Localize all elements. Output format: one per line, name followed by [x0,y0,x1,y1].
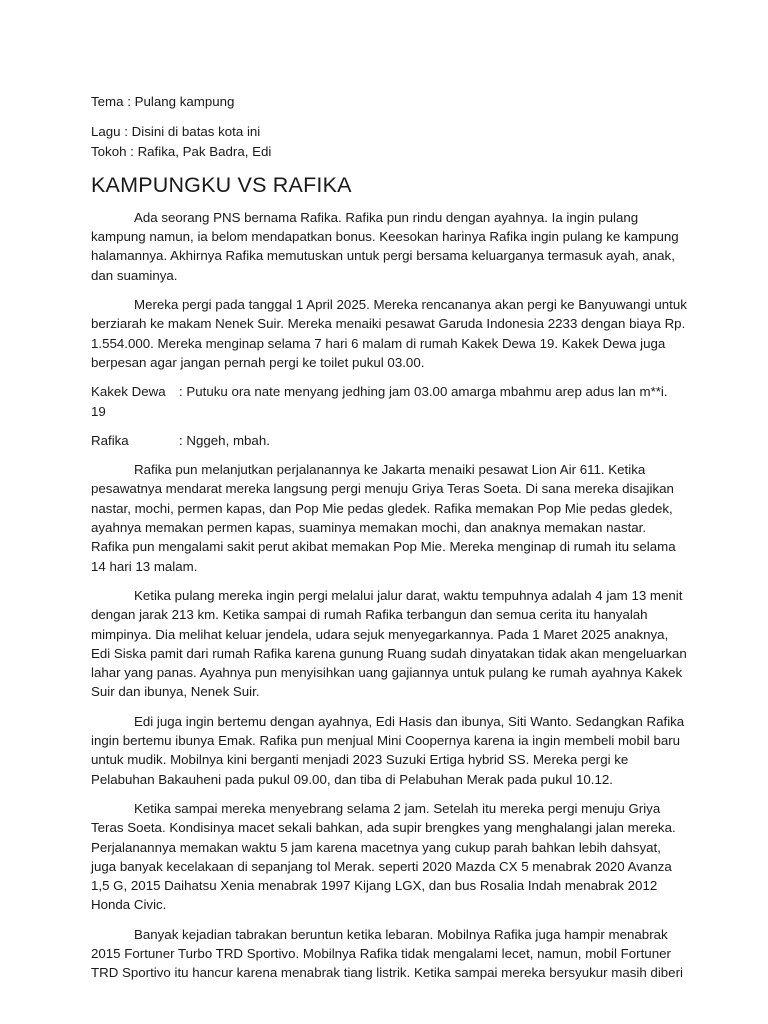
dialog-line [91,431,687,450]
paragraph: Ada seorang PNS bernama Rafika. Rafika pun rindu dengan ayahnya. Ia ingin pulang kampung namun, ia belom mendapatkan bonus. Keesokan harinya Rafika ingin pulang ke kampung halamannya. Akhirnya Rafika memutuskan untuk pergi bersama keluarganya termasuk ayah, anak, dan suaminya. [91,209,679,283]
dialog-speaker: Rafika [91,432,129,448]
theme-line: Tema : Pulang kampung [91,94,235,109]
paragraph: Banyak kejadian tabrakan beruntun ketika lebaran. Mobilnya Rafika juga hampir menabrak 2015 Fortuner Turbo TRD Sportivo. Mobilnya Rafika tidak mengalami lecet, namun, mobil Fortuner TRD Sportivo itu hancur karena menabrak tiang listrik. Ketika sampai mereka bersyukur masih diberi [91,926,683,981]
song-line: Lagu : Disini di batas kota ini [91,124,261,140]
spacer [91,111,687,122]
dialog-speaker: Kakek Dewa 19 [91,384,166,419]
dialog-text: : Nggeh, mbah. [179,432,270,448]
paragraph: Ketika pulang mereka ingin pergi melalui jalur darat, waktu tempuhnya adalah 4 jam 13 menit dengan jarak 213 km. Ketika sampai di rumah Rafika terbangun dan semua cerita itu hanyalah mimpinya. Dia melihat keluar jendela, udara sejuk menyegarkannya. Pada 1 Maret 2025 anaknya, Edi Siska pamit dari rumah Rafika karena gunung Ruang sudah dinyatakan tidak akan mengeluarkan lahar yang panas. Ayahnya pun menyisihkan uang gajiannya untuk pulang ke rumah ayahnya Kakek Suir dan ibunya, Nenek Suir. [91,587,687,700]
paragraph: Rafika pun melanjutkan perjalanannya ke Jakarta menaiki pesawat Lion Air 611. Ketika pesawatnya mendarat mereka langsung pergi menuju Griya Teras Soeta. Di sana mereka disajikan nastar, mochi, permen kapas, dan Pop Mie pedas gledek. Rafika memakan Pop Mie pedas gledek, ayahnya memakan permen kapas, suaminya memakan mochi, dan anaknya memakan nastar. Rafika pun mengalami sakit perut akibat memakan Pop Mie. Mereka menginap di rumah itu selama 14 hari 13 malam. [91,462,676,574]
document-body [91,92,687,993]
dialog-text: : Putuku ora nate menyang jedhing jam 03.00 amarga mbahmu arep adus lan m**i. [179,384,668,400]
paragraph: Edi juga ingin bertemu dengan ayahnya, Edi Hasis dan ibunya, Siti Wanto. Sedangkan Rafika ingin bertemu ibunya Emak. Rafika pun menjual Mini Coopernya karena ia ingin membeli mobil baru untuk mudik. Mobilnya kini berganti menjadi 2023 Suzuki Ertiga hybrid SS. Mereka pergi ke Pelabuhan Bakauheni pada pukul 09.00, dan tiba di Pelabuhan Merak pada pukul 10.12. [91,713,685,787]
paragraph: Mereka pergi pada tanggal 1 April 2025. Mereka rencananya akan pergi ke Banyuwangi untuk berziarah ke makam Nenek Suir. Mereka menaiki pesawat Garuda Indonesia 2233 dengan biaya Rp. 1.554.000. Mereka menginap selama 7 hari 6 malam di rumah Kakek Dewa 19. Kakek Dewa juga berpesan agar jangan pernah pergi ke toilet pukul 03.00. [91,297,687,370]
paragraph: Ketika sampai mereka menyebrang selama 2 jam. Setelah itu mereka pergi menuju Griya Teras Soeta. Kondisinya macet sekali bahkan, ada supir brengkes yang menghalangi jalan mereka. Perjalanannya memakan waktu 5 jam karena macetnya yang cukup parah bahkan lebih dahsyat, juga banyak kecelakaan di sepanjang tol Merak. seperti 2020 Mazda CX 5 menabrak 2020 Avanza 1,5 G, 2015 Daihatsu Xenia menabrak 1997 Kijang LGX, dan bus Rosalia Indah menabrak 2012 Honda Civic. [91,800,676,913]
dialog-line [91,382,687,421]
document-title: KAMPUNGKU VS RAFIKA [91,172,352,197]
characters-line: Tokoh : Rafika, Pak Badra, Edi [91,143,272,159]
